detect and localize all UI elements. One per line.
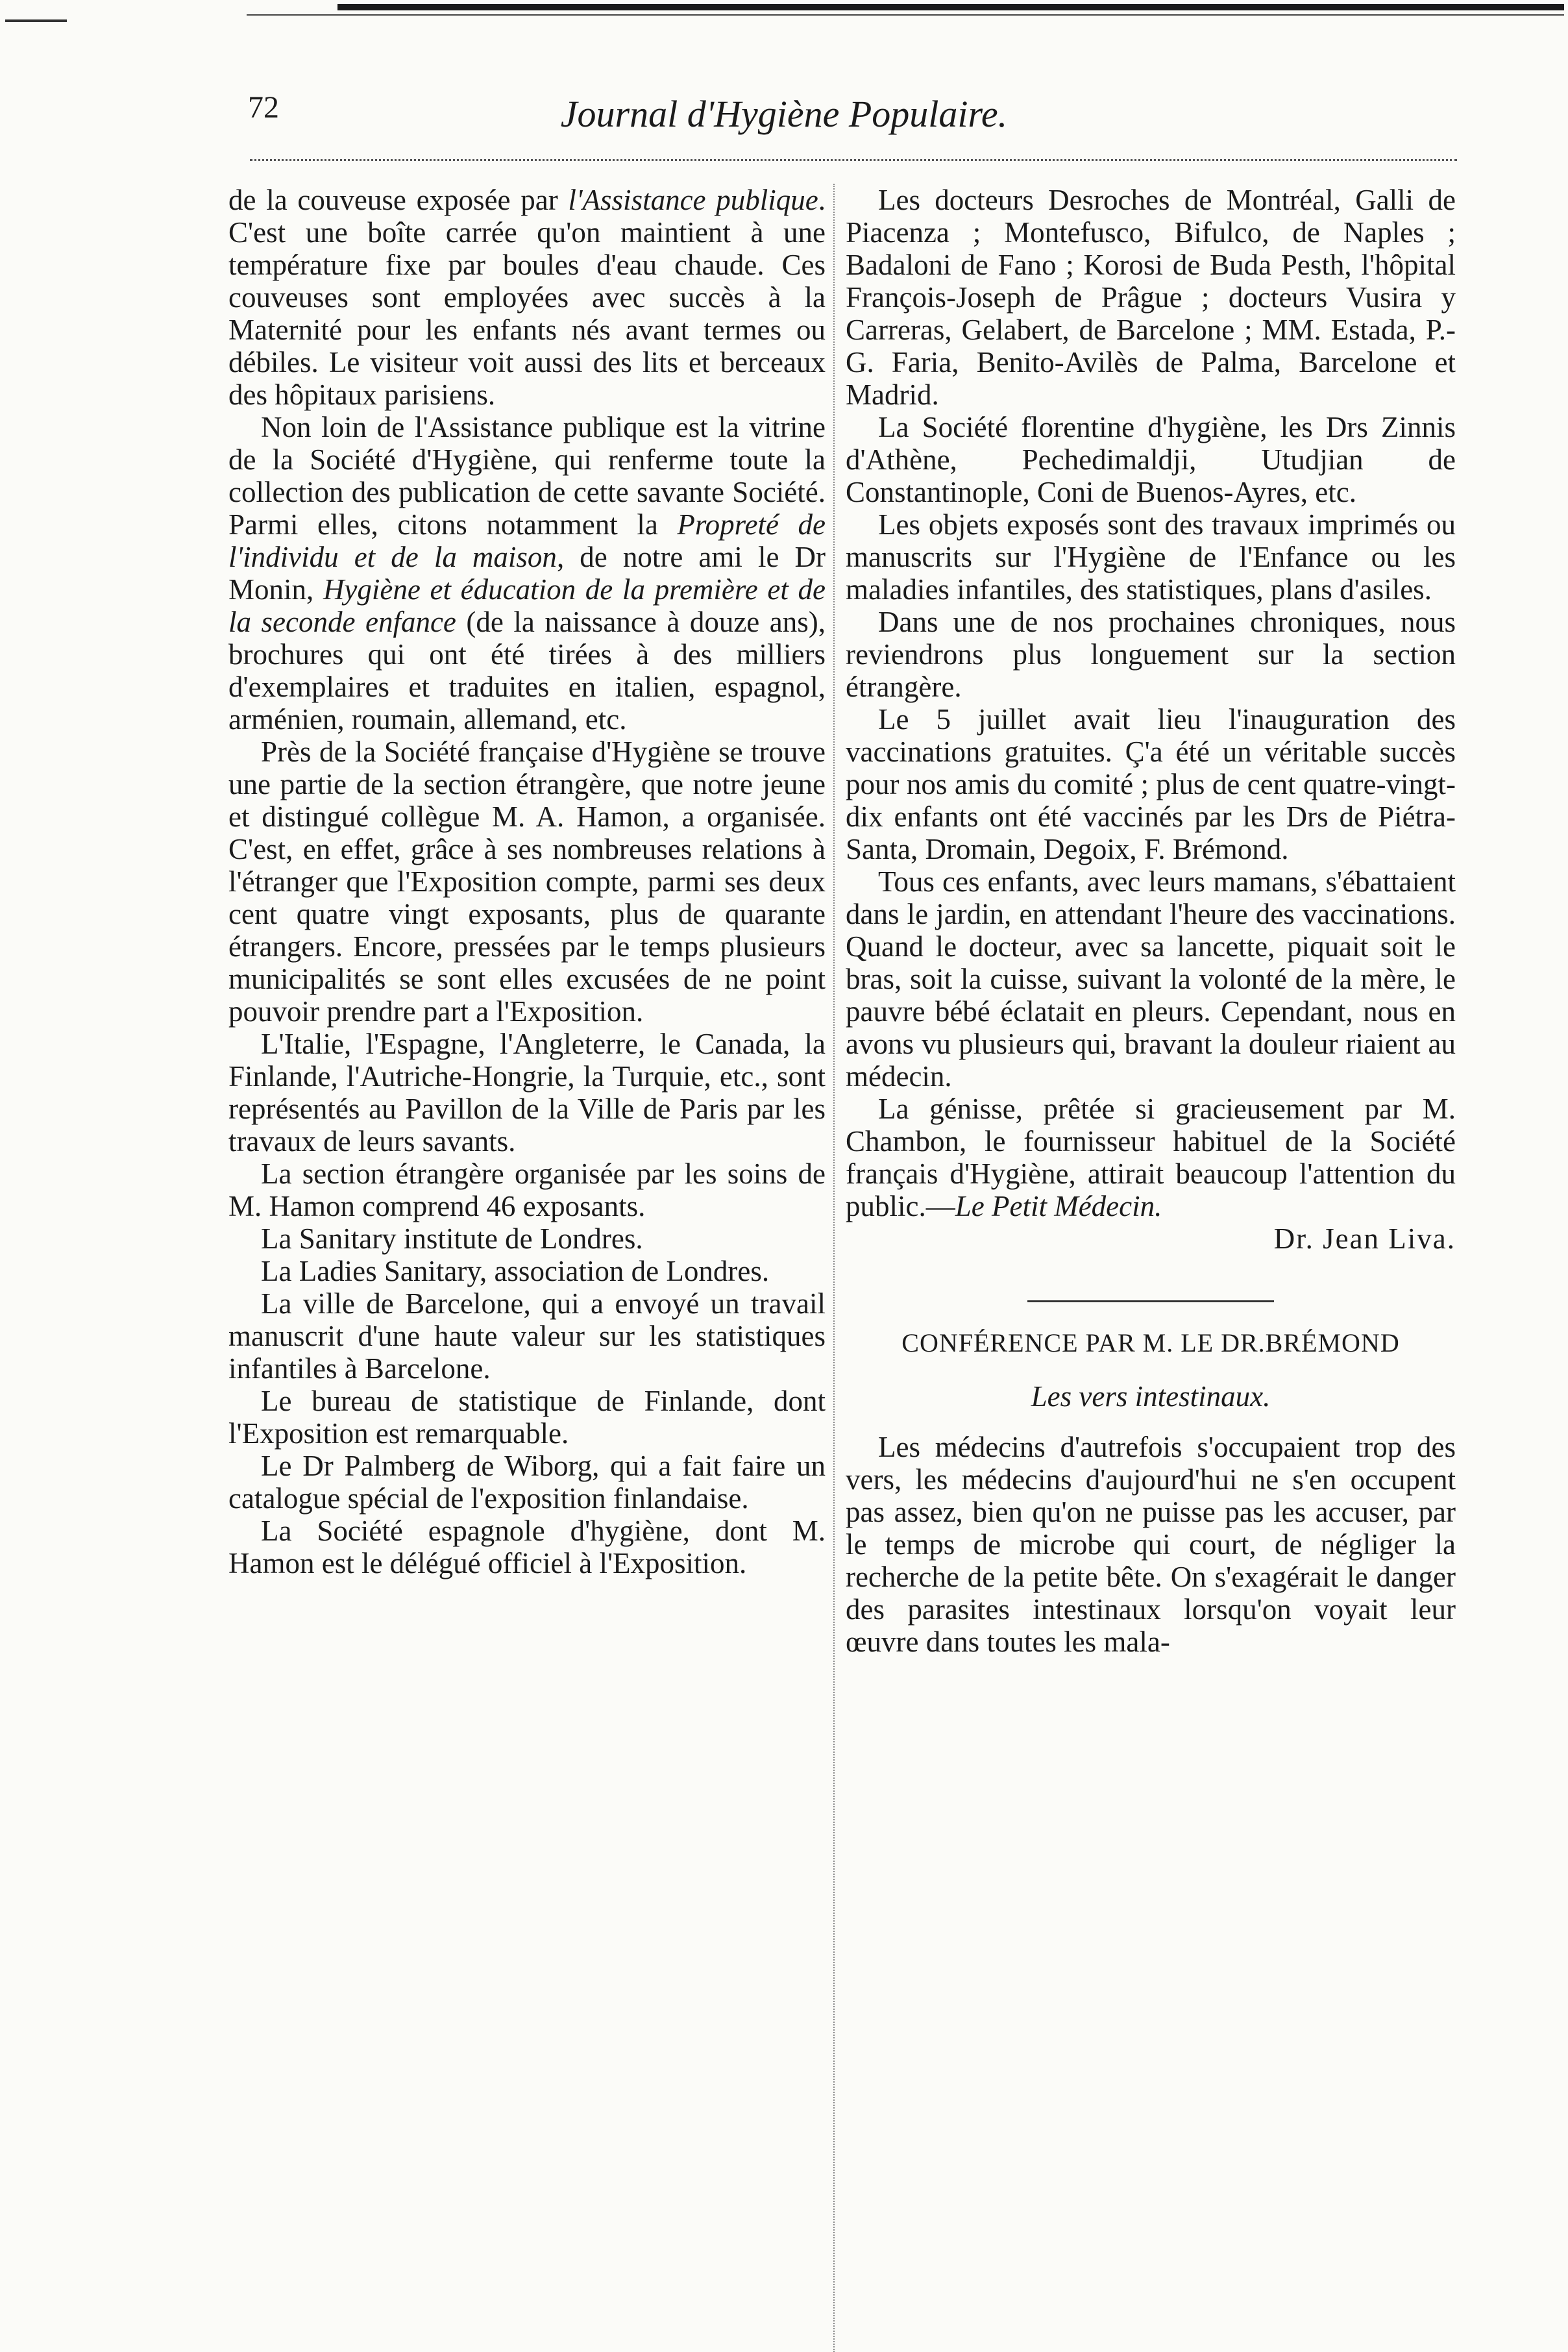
left-paragraph [228, 1287, 826, 1385]
left-paragraph [228, 1450, 826, 1515]
text-run: La génisse, prêtée si gracieusement par M. Chambon, le fournisseur habituel de la Société français d'Hygiène, attirait beaucoup l'attention du public.— [846, 1093, 1456, 1222]
left-paragraph [228, 736, 826, 1028]
right-paragraph [846, 703, 1456, 865]
text-run: Tous ces enfants, avec leurs mamans, s'ébattaient dans le jardin, en attendant l'heure des vaccinations. Quand le docteur, avec sa lancette, piquait soit le bras, soit la cuisse, suivant la volonté de la mère, le pauvre bébé éclatait en pleurs. Cependant, nous en avons vu plusieurs qui, bravant la douleur riaient au médecin. [846, 865, 1456, 1093]
conference-body [846, 1431, 1456, 1658]
conference-paragraph [846, 1431, 1456, 1658]
italic-title: l'Assistance publique [568, 184, 818, 216]
top-thin-rule [247, 14, 1564, 16]
text-run: La Sanitary institute de Londres. [261, 1222, 643, 1255]
text-run: Les docteurs Desroches de Montréal, Galli de Piacenza ; Montefusco, Bifulco, de Naples ; Badaloni de Fano ; Korosi de Buda Pesth, l'hôpital François-Joseph de Prâgue ; docteurs Vusira y Carreras, Gelabert, de Barcelone ; MM. Estada, P.-G. Faria, Benito-Avilès de Palma, Barcelone et Madrid. [846, 184, 1456, 411]
text-run: La Société florentine d'hygiène, les Drs Zinnis d'Athène, Pechedimaldji, Utudjian de Constantinople, Coni de Buenos-Ayres, etc. [846, 411, 1456, 508]
top-border-rule [337, 4, 1564, 10]
right-paragraph [846, 411, 1456, 508]
text-run: La section étrangère organisée par les soins de M. Hamon comprend 46 exposants. [228, 1157, 826, 1222]
left-column [228, 184, 826, 1579]
right-paragraph [846, 184, 1456, 411]
column-separator [833, 184, 835, 2352]
left-paragraph [228, 184, 826, 411]
left-paragraph [228, 1255, 826, 1287]
text-run: Le 5 juillet avait lieu l'inauguration des vaccinations gratuites. Ç'a été un véritable succès pour nos amis du comité ; plus de cent quatre-vingt-dix enfants ont été vaccinés par les Drs de Piétra-Santa, Dromain, Degoix, F. Brémond. [846, 703, 1456, 865]
left-paragraph [228, 1222, 826, 1255]
text-run: La Société espagnole d'hygiène, dont M. Hamon est le délégué officiel à l'Exposition. [228, 1515, 826, 1579]
text-run: (de la naissance à douze ans), brochures qui ont été tirées à des milliers d'exemplaires et traduites en italien, espagnol, arménien, roumain, allemand, etc. [228, 606, 826, 736]
right-paragraph [846, 865, 1456, 1093]
text-run: Le Dr Palmberg de Wiborg, qui a fait faire un catalogue spécial de l'exposition finlandaise. [228, 1450, 826, 1515]
text-run: Dans une de nos prochaines chroniques, nous reviendrons plus longuement sur la section étrangère. [846, 606, 1456, 703]
right-paragraph [846, 1093, 1456, 1222]
right-paragraph [846, 606, 1456, 703]
conference-subtitle: Les vers intestinaux. [1031, 1380, 1271, 1413]
text-run: Les objets exposés sont des travaux imprimés ou manuscrits sur l'Hygiène de l'Enfance ou les maladies infantiles, des statistiques, plans d'asiles. [846, 508, 1456, 606]
signature: Dr. Jean Liva. [1273, 1222, 1456, 1255]
italic-title: Propreté de l'individu et de la maison [228, 508, 826, 573]
right-paragraph [846, 508, 1456, 606]
conference-title: CONFÉRENCE PAR M. LE DR.BRÉMOND [901, 1328, 1400, 1357]
text-run: , de notre ami le Dr Monin, [228, 541, 826, 606]
text-run: La ville de Barcelone, qui a envoyé un travail manuscrit d'une haute valeur sur les statistiques infantiles à Barcelone. [228, 1287, 826, 1385]
text-run: Non loin de l'Assistance publique est la vitrine de la Société d'Hygiène, qui renferme toute la collection des publication de cette savante Société. Parmi elles, citons notamment la [228, 411, 826, 541]
text-run: Le bureau de statistique de Finlande, dont l'Exposition est remarquable. [228, 1385, 826, 1450]
page-number: 72 [248, 90, 279, 125]
text-run: Près de la Société française d'Hygiène se trouve une partie de la section étrangère, que notre jeune et distingué collègue M. A. Hamon, a organisée. C'est, en effet, grâce à ses nombreuses relations à l'étranger que l'Exposition compte, parmi ses deux cent quatre vingt exposants, plus de quarante étrangers. Encore, pressées par le temps plusieurs municipalités se sont elles excusées de ne point pouvoir prendre part a l'Exposition. [228, 736, 826, 1028]
header-rule [250, 159, 1457, 161]
right-column-body [846, 184, 1456, 1222]
italic-title: Hygiène et éducation de la première et de la seconde enfance [228, 573, 826, 638]
text-run: . C'est une boîte carrée qu'on maintient à une température fixe par boules d'eau chaude. Ces couveuses sont employées avec succès à la Maternité pour les enfants nés avant termes ou débiles. Le visiteur voit aussi des lits et berceaux des hôpitaux parisiens. [228, 184, 826, 411]
corner-mark [5, 19, 67, 22]
text-run: La Ladies Sanitary, association de Londres. [261, 1255, 770, 1287]
journal-title: Journal d'Hygiène Populaire. [560, 93, 1008, 135]
text-run: L'Italie, l'Espagne, l'Angleterre, le Canada, la Finlande, l'Autriche-Hongrie, la Turquie, etc., sont représentés au Pavillon de la Ville de Paris par les travaux de leurs savants. [228, 1028, 826, 1157]
left-paragraph [228, 1385, 826, 1450]
left-paragraph [228, 411, 826, 736]
right-column [846, 184, 1456, 1658]
text-run: Les médecins d'autrefois s'occupaient trop des vers, les médecins d'aujourd'hui ne s'en occupent pas assez, bien qu'on ne puisse pas les accuser, par le temps de microbe qui court, de négliger la recherche de la petite bête. On s'exagérait le danger des parasites intestinaux lorsqu'on voyait leur œuvre dans toutes les mala- [846, 1431, 1456, 1658]
section-rule [1027, 1300, 1274, 1302]
italic-title: Le Petit Médecin. [955, 1190, 1162, 1222]
left-paragraph [228, 1157, 826, 1222]
left-paragraph [228, 1028, 826, 1157]
left-paragraph [228, 1515, 826, 1579]
text-run: de la couveuse exposée par [228, 184, 569, 216]
